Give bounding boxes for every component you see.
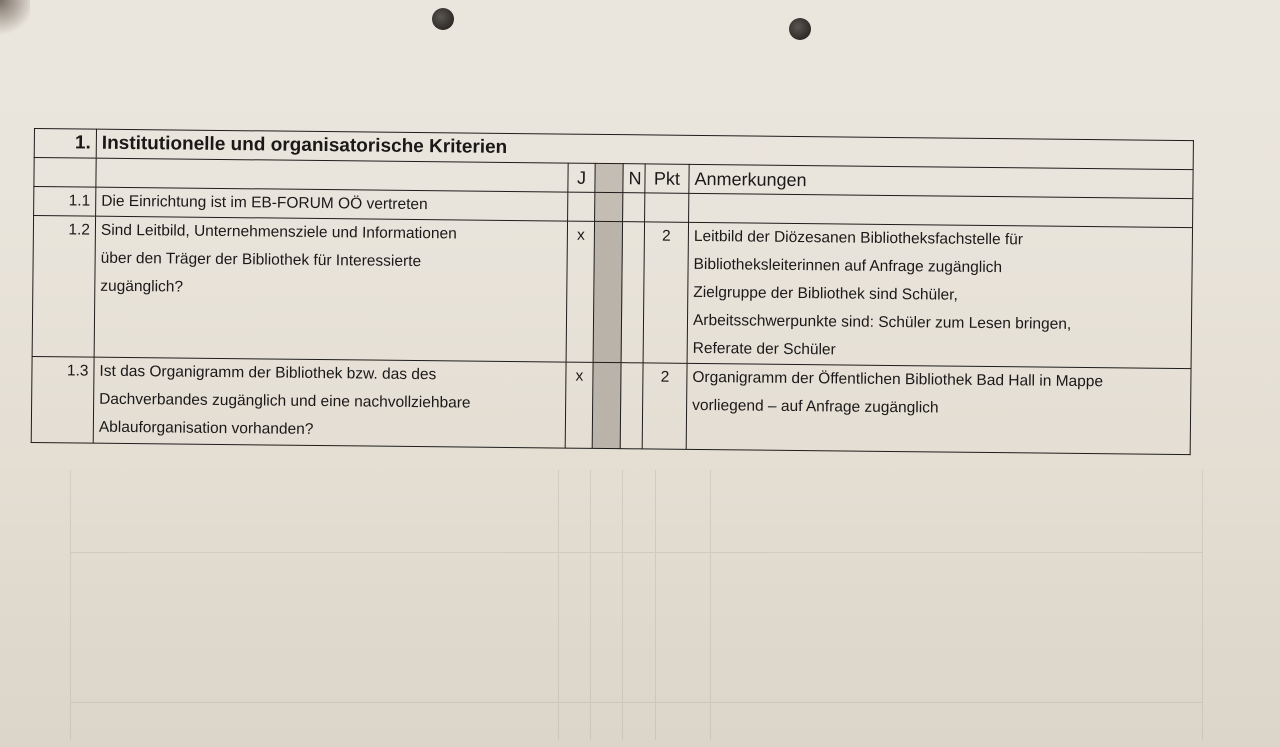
- empty-cell: [34, 158, 96, 188]
- answer-yes-mark: x: [565, 362, 593, 448]
- points-value: [645, 193, 689, 222]
- criterion-question: Ist das Organigramm der Bibliothek bzw. das des Dachverbandes zugänglich und eine nachvollziehbare Ablauforganisation vorhanden?: [93, 357, 566, 448]
- criteria-row: [32, 216, 1192, 369]
- column-header-j: J: [568, 163, 595, 192]
- shaded-column-cell: [595, 163, 623, 192]
- answer-no-mark: [620, 363, 643, 449]
- criterion-question: Die Einrichtung ist im EB-FORUM OÖ vertreten: [96, 187, 568, 221]
- shaded-column-cell: [593, 221, 622, 362]
- section-title: Institutionelle und organisatorische Kriterien: [96, 129, 1193, 169]
- answer-no-mark: [623, 193, 645, 222]
- criteria-row: [31, 356, 1191, 454]
- criteria-table: [31, 128, 1194, 455]
- punch-hole: [432, 8, 454, 30]
- criteria-document: [31, 128, 1194, 455]
- punch-hole: [789, 18, 811, 40]
- column-header-remarks: Anmerkungen: [689, 164, 1193, 198]
- remarks-text: Organigramm der Öffentlichen Bibliothek Bad Hall in Mappe vorliegend – auf Anfrage zugänglich: [686, 363, 1191, 454]
- column-header-n: N: [623, 164, 645, 193]
- criterion-number: 1.1: [34, 187, 96, 217]
- answer-yes-mark: [568, 192, 595, 221]
- show-through-background: [30, 470, 1210, 740]
- section-number: 1.: [34, 129, 96, 159]
- shaded-column-cell: [592, 362, 621, 448]
- shaded-column-cell: [595, 192, 623, 221]
- criterion-number: 1.2: [32, 216, 95, 358]
- column-header-pkt: Pkt: [645, 164, 689, 193]
- remarks-text: Leitbild der Diözesanen Bibliotheksfachstelle für Bibliotheksleiterinnen auf Anfrage zugänglich Zielgruppe der Bibliothek sind Schüler, Arbeitsschwerpunkte sind: Schüler zum Lesen bringen, Referate der Schüler: [687, 222, 1192, 368]
- answer-no-mark: [621, 222, 644, 363]
- points-value: 2: [643, 222, 688, 363]
- points-value: 2: [642, 363, 687, 449]
- page-corner-shadow: [0, 0, 30, 40]
- criterion-number: 1.3: [31, 356, 94, 443]
- answer-yes-mark: x: [566, 221, 594, 362]
- criterion-question: Sind Leitbild, Unternehmensziele und Informationen über den Träger der Bibliothek für Interessierte zugänglich?: [94, 216, 567, 362]
